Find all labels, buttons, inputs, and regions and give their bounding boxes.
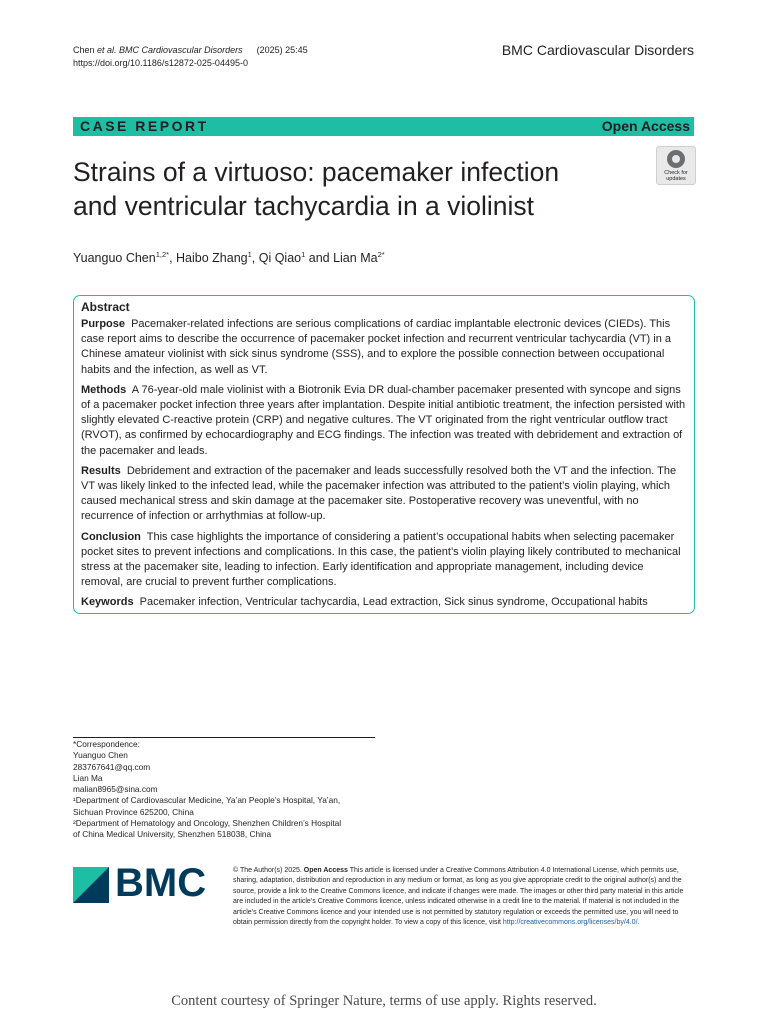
check-for-updates-badge[interactable]	[656, 146, 696, 185]
case-report-bar	[73, 117, 694, 136]
abstract-box	[73, 295, 695, 614]
bmc-logo	[73, 861, 213, 905]
page-footer: Content courtesy of Springer Nature, terms of use apply. Rights reserved.	[171, 993, 597, 1009]
license-suffix: .	[637, 919, 640, 927]
doi-link[interactable]: https://doi.org/10.1186/s12872-025-04495-0	[73, 58, 248, 68]
title-line-1: Strains of a virtuoso: pacemaker infection	[73, 157, 560, 187]
bmc-logo-mark	[73, 867, 109, 903]
correspondence-line: Lian Ma	[73, 772, 103, 783]
section-label: Conclusion	[81, 530, 141, 543]
citation-journal: BMC Cardiovascular Disorders	[116, 45, 243, 55]
author-affiliation: 1	[247, 250, 252, 259]
author-name[interactable]: , Qi Qiao	[251, 251, 302, 266]
section-label: Purpose	[81, 318, 126, 330]
abstract-section	[81, 383, 687, 459]
citation-year: (2025) 25:45	[256, 45, 308, 55]
section-text: Debridement and extraction of the pacemaker and leads successfully resolved both the VT and the infection. The VT was likely linked to the infected lead, while the pacemaker infection was attributed to the patient’s violin playing, which caused mechanical stress and skin damage at the pacemaker site. Postoperative recovery was uneventful, with no recurrence of infection or arrhythmias at follow-up.	[81, 464, 677, 523]
correspondence-line: *Correspondence:	[73, 739, 140, 749]
badge-text	[657, 170, 695, 182]
citation-authors: Chen	[73, 45, 98, 55]
open-access-label: Open Access	[601, 118, 690, 134]
article-title	[73, 155, 633, 223]
license-open-access: Open Access	[303, 867, 348, 874]
correspondence-email[interactable]: malian8965@sina.com	[73, 784, 158, 795]
badge-line-2: updates	[666, 176, 686, 182]
correspondence-block	[73, 739, 373, 841]
abstract-section	[81, 530, 687, 591]
abstract-heading: Abstract	[81, 300, 130, 314]
update-icon	[667, 150, 685, 168]
license-text	[233, 866, 695, 928]
license-body: This article is licensed under a Creative Commons Attribution 4.0 International License, which permits use, sharing, adaptation, distribution and reproduction in any medium or format, as long as you give appropriate credit to the original author(s) and the source, provide a link to the Creative Commons licence, and indicate if changes were made. The images or other third party material in this article are included in the article’s Creative Commons licence, unless indicated otherwise in a credit line to the material. If material is not included in the article’s Creative Commons licence and your intended use is not permitted by statutory regulation or exceeds the permitted use, you will need to obtain permission directly from the copyright holder. To view a copy of this licence, visit	[233, 867, 684, 927]
author-affiliation: 1	[301, 250, 306, 259]
license-link[interactable]: http://creativecommons.org/licenses/by/4.0/	[502, 919, 638, 927]
section-label: Results	[81, 464, 121, 477]
author-affiliation: 1,2*	[155, 250, 170, 259]
author-affiliation: 2*	[377, 250, 385, 259]
article-type-label: CASE REPORT	[80, 118, 209, 134]
author-name[interactable]: and Lian Ma	[305, 251, 378, 266]
section-text: A 76-year-old male violinist with a Biotronik Evia DR dual-chamber pacemaker presented with syncope and signs of a pacemaker pocket infection three years after implantation. Despite initial antibiotic treatment, the infection persisted with slightly elevated C-reactive protein (CRP) and negative cultures. The VT originated from the right ventricular outflow tract (RVOT), as confirmed by echocardiography and ECG findings. The infection was treated with debridement and extraction of the pacemaker and leads.	[81, 383, 686, 457]
section-text: This case highlights the importance of considering a patient’s occupational habits when selecting pacemaker pocket sites to prevent infections and complications. In this case, the patient’s violin playing likely contributed to mechanical stress at the pacemaker site, leading to infection. Early identification and appropriate management, including device removal, are crucial to prevent further complications.	[81, 530, 681, 589]
citation-line	[73, 44, 308, 57]
abstract-section	[81, 464, 687, 525]
journal-name: BMC Cardiovascular Disorders	[501, 42, 694, 58]
affiliation-line: ²Department of Hematology and Oncology, Shenzhen Children’s Hospital	[73, 818, 342, 829]
author-name[interactable]: , Haibo Zhang	[169, 251, 248, 266]
affiliation-line: ¹Department of Cardiovascular Medicine, Ya’an People’s Hospital, Ya’an,	[73, 795, 341, 806]
section-text: Pacemaker-related infections are serious complications of cardiac implantable electronic devices (CIEDs). This case report aims to describe the occurrence of pacemaker pocket infection and recurrent ventricular tachycardia (VT) in a Chinese amateur violinist with sick sinus syndrome (SSS), and to explore the possible connection between occupational habits and the infection, as well as VT.	[81, 318, 671, 376]
section-label: Keywords	[81, 596, 134, 609]
author-name[interactable]: Yuanguo Chen	[73, 251, 156, 266]
correspondence-line: Yuanguo Chen	[73, 750, 128, 761]
affiliation-line: of China Medical University, Shenzhen 518038, China	[73, 829, 272, 840]
correspondence-email[interactable]: 283767641@qq.com	[73, 761, 151, 772]
citation-etal: et al.	[97, 45, 117, 55]
citation-block	[73, 44, 308, 70]
bmc-logo-text: BMC	[115, 861, 207, 905]
section-label: Methods	[81, 383, 127, 396]
license-prefix: © The Author(s) 2025.	[233, 867, 304, 874]
abstract-section	[81, 317, 687, 378]
section-text: Pacemaker infection, Ventricular tachycardia, Lead extraction, Sick sinus syndrome, Occupational habits	[139, 596, 648, 609]
affiliation-line: Sichuan Province 625200, China	[73, 806, 194, 817]
author-list	[73, 250, 385, 265]
abstract-section	[81, 595, 687, 610]
footnote-divider	[73, 737, 375, 738]
title-line-2: and ventricular tachycardia in a violinist	[73, 191, 535, 221]
badge-line-1: Check for	[664, 170, 688, 176]
